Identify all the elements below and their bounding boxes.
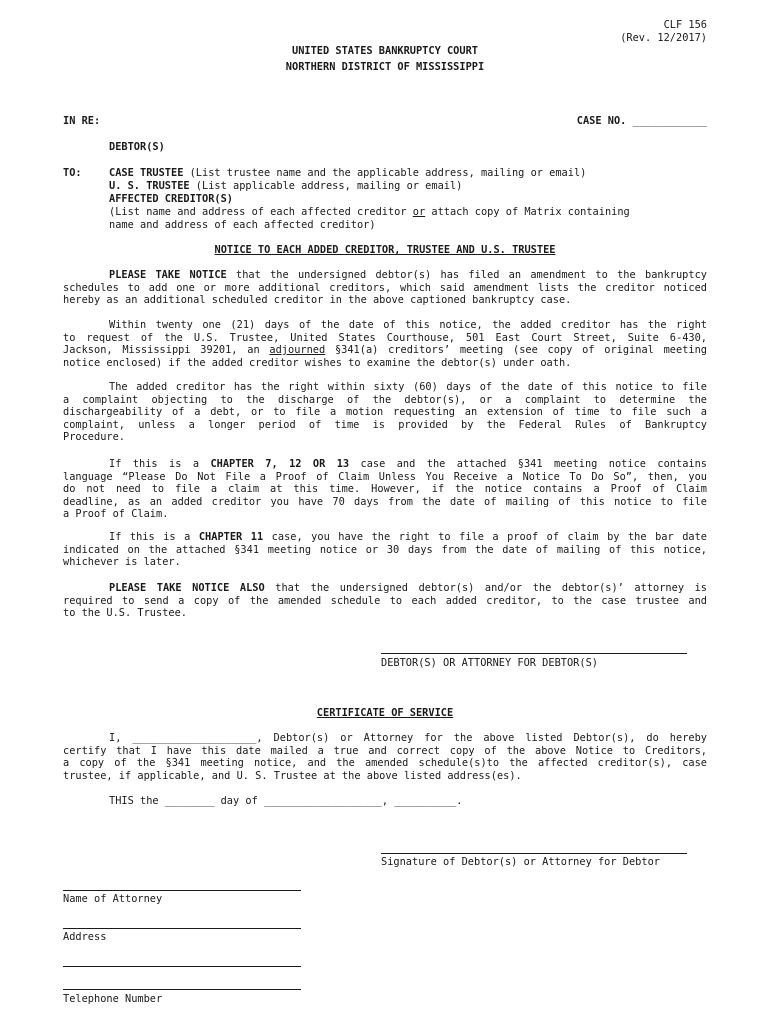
certifier-name-blank[interactable]: ____________________ [132, 732, 257, 744]
affected-note-b: attach copy of Matrix containing [425, 206, 630, 218]
cert-line3: a copy of the §341 meeting notice, and the amended schedule(s)to the affected creditor(s), case [63, 757, 707, 769]
para4-line2: language “Please Do Not File a Proof of Claim Unless You Receive a Notice To Do So”, then, you [63, 470, 707, 483]
affected-creditors-label: AFFECTED CREDITOR(S) [109, 193, 233, 205]
month-blank[interactable]: ___________________ [264, 795, 382, 807]
court-name [63, 45, 707, 58]
footer-signature-line[interactable] [381, 853, 687, 854]
para4-line1-a: If this is a [109, 458, 211, 470]
form-number-text: CLF 156 [663, 19, 707, 31]
us-trustee-note: (List applicable address, mailing or email) [189, 180, 463, 192]
case-trustee-label: CASE TRUSTEE [109, 167, 184, 179]
para5-chapter: CHAPTER 11 [198, 531, 264, 543]
para3-line4: complaint, unless a longer period of time is provided by the Federal Rules of Bankruptcy [63, 418, 707, 431]
year-blank[interactable]: __________ [394, 795, 457, 807]
para6-line1 [63, 582, 707, 595]
attorney-name-line[interactable] [63, 890, 301, 891]
para4-line1 [63, 458, 707, 471]
to-us-trustee [109, 180, 462, 193]
para2-line3 [63, 344, 707, 357]
cert-line1-b: , Debtor(s) or Attorney for the above listed Debtor(s), do hereby [256, 732, 707, 744]
para1-line3: hereby as an additional scheduled creditor in the above captioned bankruptcy case. [63, 294, 572, 306]
para4-line1-b: case and the attached §341 meeting notice contains [349, 458, 707, 470]
attorney-address-label: Address [63, 931, 107, 943]
attorney-name-label: Name of Attorney [63, 893, 163, 905]
case-number-label: CASE NO. [576, 115, 627, 127]
para3-line2: a complaint objecting to the discharge of the debtor(s), or a complaint to determine the [63, 393, 707, 406]
form-revision-text: (Rev. 12/2017) [620, 32, 707, 44]
attorney-address-line-1[interactable] [63, 928, 301, 929]
certificate-body [63, 732, 707, 782]
paragraph-chapter-7 [63, 458, 707, 521]
affected-note-or: or [412, 206, 426, 218]
para5-line1 [63, 531, 707, 544]
debtor-signature-label: DEBTOR(S) OR ATTORNEY FOR DEBTOR(S) [381, 657, 598, 669]
certificate-date-line [109, 795, 462, 808]
in-re-label: IN RE: [63, 115, 101, 127]
certificate-title-text: CERTIFICATE OF SERVICE [316, 707, 454, 719]
day-blank[interactable]: ________ [164, 795, 215, 807]
para5-line2: indicated on the attached §341 meeting notice or 30 days from the date of mailing of this notice, [63, 543, 707, 556]
para2-line1: Within twenty one (21) days of the date of this notice, the added creditor has the right [109, 319, 707, 331]
date-day-of: day of [214, 795, 265, 807]
para6-line3: to the U.S. Trustee. [63, 607, 187, 619]
paragraph-sixty-days [63, 381, 707, 444]
form-revision [580, 32, 707, 45]
para1-line1-rest: that the undersigned debtor(s) has filed an amendment to the bankruptcy [226, 269, 707, 281]
cert-line1 [63, 732, 707, 745]
to-label: TO: [63, 167, 82, 179]
para5-line1-a: If this is a [109, 531, 199, 543]
date-comma: , [381, 795, 395, 807]
para6-bold-lead: PLEASE TAKE NOTICE ALSO [109, 582, 265, 594]
footer-signature-label: Signature of Debtor(s) or Attorney for Debtor [381, 856, 660, 868]
case-number-field [520, 115, 707, 128]
cert-line4: trustee, if applicable, and U. S. Trustee at the above listed address(es). [63, 769, 522, 782]
attorney-phone-line[interactable] [63, 989, 301, 990]
para4-chapter: CHAPTER 7, 12 OR 13 [210, 458, 350, 470]
cert-line1-a: I, [109, 732, 133, 744]
para4-line3: do not need to file a claim at this time. However, if the notice contains a Proof of Claim [63, 483, 707, 495]
paragraph-adjourned-meeting [63, 319, 707, 369]
to-case-trustee [109, 167, 586, 180]
paragraph-take-notice-also [63, 582, 707, 620]
debtor-signature-line[interactable] [381, 653, 687, 654]
notice-title-text: NOTICE TO EACH ADDED CREDITOR, TRUSTEE AND U.S. TRUSTEE [214, 244, 556, 256]
para2-line3-a: Jackson, Mississippi 39201, an [63, 344, 270, 356]
para3-line1: The added creditor has the right within sixty (60) days of the date of this notice to file [109, 381, 707, 393]
para2-adjourned: adjourned [269, 344, 326, 356]
para5-line3: whichever is later. [63, 556, 181, 568]
court-district [63, 61, 707, 74]
notice-title [63, 244, 707, 257]
form-number [600, 19, 707, 32]
para2-line3-b: §341(a) creditors’ meeting (see copy of original meeting [325, 344, 707, 356]
date-prefix: THIS the [109, 795, 165, 807]
para6-line1-rest: that the undersigned debtor(s) and/or the debtor(s)’ attorney is [264, 582, 707, 594]
court-line-2: NORTHERN DISTRICT OF MISSISSIPPI [285, 61, 485, 73]
para2-line4: notice enclosed) if the added creditor wishes to examine the debtor(s) under oath. [63, 356, 572, 369]
certificate-title [63, 707, 707, 720]
debtors-label: DEBTOR(S) [109, 141, 165, 153]
affected-creditors-note [109, 206, 630, 219]
attorney-phone-label: Telephone Number [63, 993, 163, 1005]
para1-line2: schedules to add one or more additional creditors, which said amendment lists the creditor noticed [63, 281, 707, 294]
case-trustee-note: (List trustee name and the applicable address, mailing or email) [183, 167, 587, 179]
para2-line2: to request of the U.S. Trustee, United States Courthouse, 501 East Court Street, Suite 6-430, [63, 331, 707, 344]
cert-line2: certify that I have this date mailed a true and correct copy of the above Notice to Creditors, [63, 744, 707, 757]
case-number-blank[interactable]: ____________ [632, 115, 707, 127]
affected-note-a: (List name and address of each affected creditor [109, 206, 413, 218]
para4-line5: a Proof of Claim. [63, 508, 169, 520]
para1-line1 [63, 269, 707, 282]
para4-line4: deadline, as an added creditor you have 70 days from the date of mailing of this notice to file [63, 495, 707, 508]
para5-line1-b: case, you have the right to file a proof of claim by the bar date [263, 531, 707, 543]
para1-bold-lead: PLEASE TAKE NOTICE [109, 269, 227, 281]
court-line-1: UNITED STATES BANKRUPTCY COURT [292, 45, 478, 57]
affected-creditors-note-2: name and address of each affected creditor) [109, 219, 376, 231]
para3-line3: dischargeability of a debt, or to file a motion requesting an extension of time to file such a [63, 406, 707, 418]
paragraph-chapter-11 [63, 531, 707, 569]
date-period: . [456, 795, 463, 807]
para6-line2: required to send a copy of the amended schedule to each added creditor, to the case trustee and [63, 594, 707, 607]
attorney-address-line-2[interactable] [63, 966, 301, 967]
us-trustee-label: U. S. TRUSTEE [109, 180, 190, 192]
para3-line5: Procedure. [63, 431, 125, 443]
paragraph-take-notice [63, 269, 707, 307]
